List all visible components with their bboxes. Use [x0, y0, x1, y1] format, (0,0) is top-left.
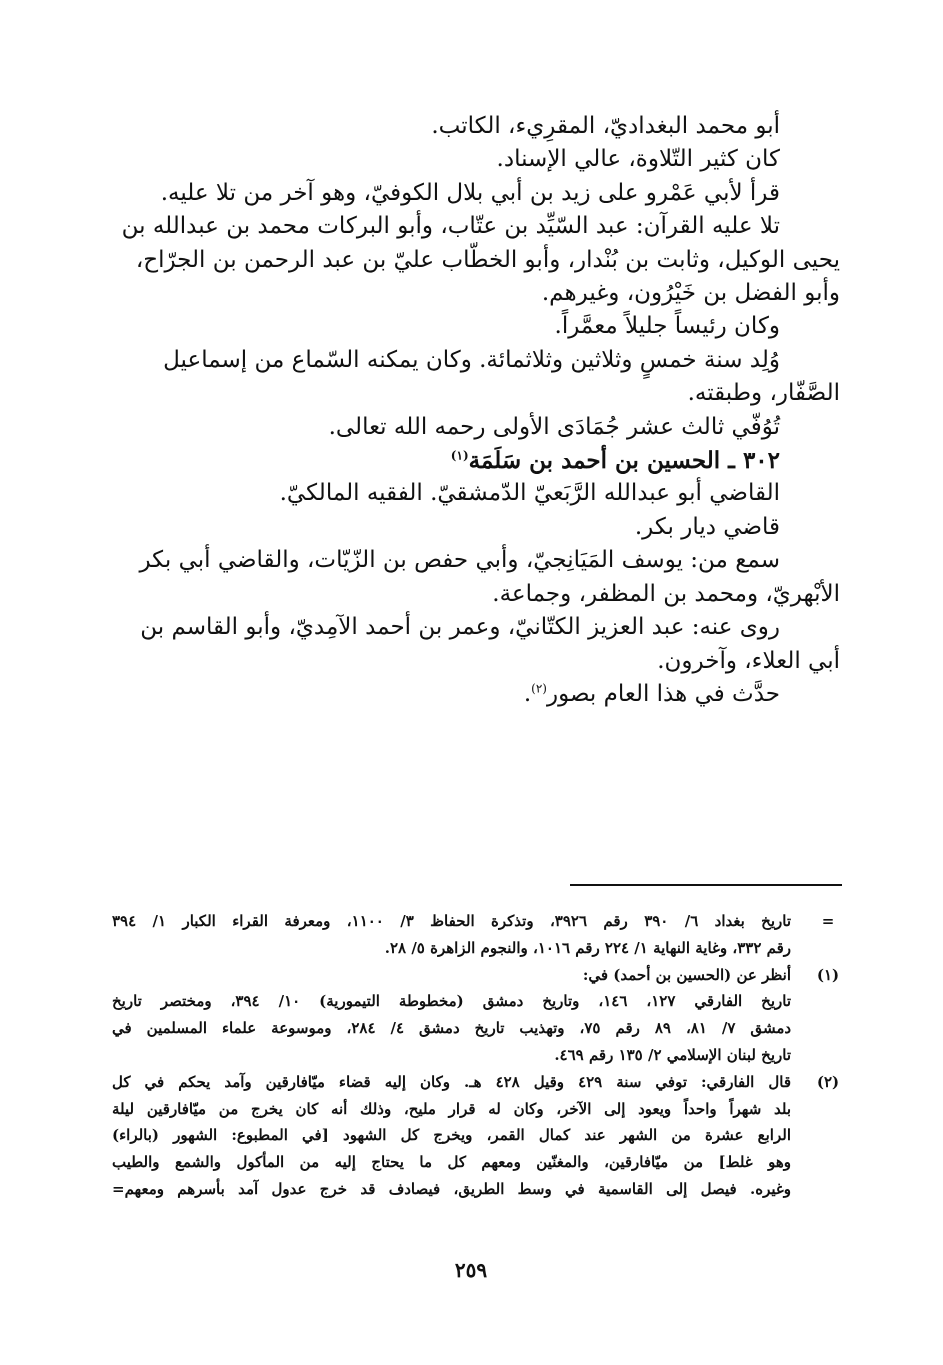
text-line: [118, 678, 840, 711]
entry-heading: [118, 444, 840, 477]
text-line: القاضي أبو عبدالله الرَّبَعيّ الدّمشقيّ. الفقيه المالكيّ.: [279, 480, 780, 507]
text-line: قرأ لأبي عَمْرو على زيد بن أبي بلال الكوفيّ، وهو آخر من تلا عليه.: [160, 179, 780, 206]
main-text: [118, 110, 840, 711]
text-line: الأبْهريّ، ومحمد بن المظفر، وجماعة.: [492, 580, 840, 607]
footnote-line: وهو غلط] من ميّافارقين، والمغنّين ومعهم كل ما يحتاج إليه من المأكول والشمع والطيب: [112, 1153, 791, 1172]
footnote: [112, 1069, 845, 1203]
footnote-line: وغيره. فيصل إلى القاسمية في وسط الطريق، فيصادف قد خرج عدول آمد بأسرهم ومعهم=: [112, 1179, 791, 1198]
text-line: قاضي ديار بكر.: [634, 513, 780, 540]
footnote-line: رقم ٣٣٢، وغاية النهاية ١/ ٢٢٤ رقم ١٠١٦، والنجوم الزاهرة ٥/ ٢٨.: [384, 938, 791, 957]
footnote-line: دمشق ٧/ ٨١، ٨٩ رقم ٧٥، وتهذيب تاريخ دمشق ٤/ ٢٨٤، وموسوعة علماء المسلمين في: [112, 1019, 792, 1038]
text-line: كان كثير التّلاوة، عالي الإسناد.: [496, 146, 780, 173]
page-number: ٢٥٩: [454, 1258, 488, 1282]
last-line-text: حدَّث في هذا العام بصور: [546, 680, 780, 707]
text-line: تلا عليه القرآن: عبد السّيِّد بن عتّاب، وأبو البركات محمد بن عبدالله بن: [121, 213, 780, 240]
text-line: يحيى الوكيل، وثابت بن بُنْدار، وأبو الخطّاب عليّ بن عبد الرحمن بن الجرّاح،: [135, 246, 840, 273]
footnotes: [112, 908, 845, 1203]
text-line: تُوُفّي ثالث عشر جُمَادَى الأولى رحمه الله تعالى.: [328, 413, 780, 440]
footnote-line: الرابع عشرة من الشهر عند كمال القمر، ويخرج كل الشهود [في المطبوع: الشهور (بالراء): [112, 1126, 791, 1145]
footnote-line: تاريخ بغداد ٦/ ٣٩٠ رقم ٣٩٢٦، وتذكرة الحفاظ ٣/ ١١٠٠، ومعرفة القراء الكبار ١/ ٣٩٤: [112, 912, 792, 930]
text-line: وكان رئيساً جليلاً معمَّراً.: [554, 313, 780, 340]
text-line: الصَّفّار، وطبقته.: [687, 380, 840, 407]
text-line: وأبو الفضل بن خَيْرُون، وغيرهم.: [541, 280, 840, 307]
text-line: سمع من: يوسف المَيَانِجيّ، وأبي حفص بن الزّيّات، والقاضي أبي بكر: [139, 547, 780, 574]
text-line: روى عنه: عبد العزيز الكتّانيّ، وعمر بن أحمد الآمِديّ، وأبو القاسم بن: [140, 614, 780, 641]
footnote-ref: (١): [450, 448, 469, 463]
footnote-line: بلد شهراً واحداً ويعود إلى الآخر، وكان له قرار مليح، وذلك أنه كان يخرج من ميّافارقين ليلة: [112, 1099, 791, 1118]
footnote-ref: (٢): [531, 681, 547, 696]
footnote-mark: (٢): [816, 1072, 840, 1091]
text-line: وُلِد سنة خمسٍ وثلاثين وثلاثمائة. وكان يمكنه السّماع من إسماعيل: [163, 346, 780, 373]
footnote-mark: (١): [816, 965, 840, 984]
footnote: [112, 962, 845, 1069]
footnote-divider: [570, 884, 842, 886]
footnote-mark: =: [821, 912, 835, 930]
footnote: [112, 908, 845, 962]
footnote-line: أنظر عن (الحسين بن أحمد) في:: [582, 965, 791, 984]
footnote-line: قال الفارقي: توفي سنة ٤٢٩ وقيل ٤٢٨ هـ. وكان إليه قضاء ميّافارقين وآمد يحكم في كل: [112, 1072, 791, 1091]
footnote-line: تاريخ لبنان الإسلامي ٢/ ١٣٥ رقم ٤٦٩.: [554, 1045, 791, 1064]
entry-heading-text: ٣٠٢ ـ الحسين بن أحمد بن سَلَمَة: [468, 447, 780, 475]
last-line-end: .: [523, 680, 532, 707]
text-line: أبي العلاء، وآخرون.: [657, 647, 840, 674]
text-line: أبو محمد البغداديّ، المقرِيء، الكاتب.: [431, 113, 780, 139]
footnote-line: تاريخ الفارقي ١٢٧، ١٤٦، وتاريخ دمشق (مخطوطة التيمورية) ١٠/ ٣٩٤، ومختصر تاريخ: [112, 992, 792, 1011]
